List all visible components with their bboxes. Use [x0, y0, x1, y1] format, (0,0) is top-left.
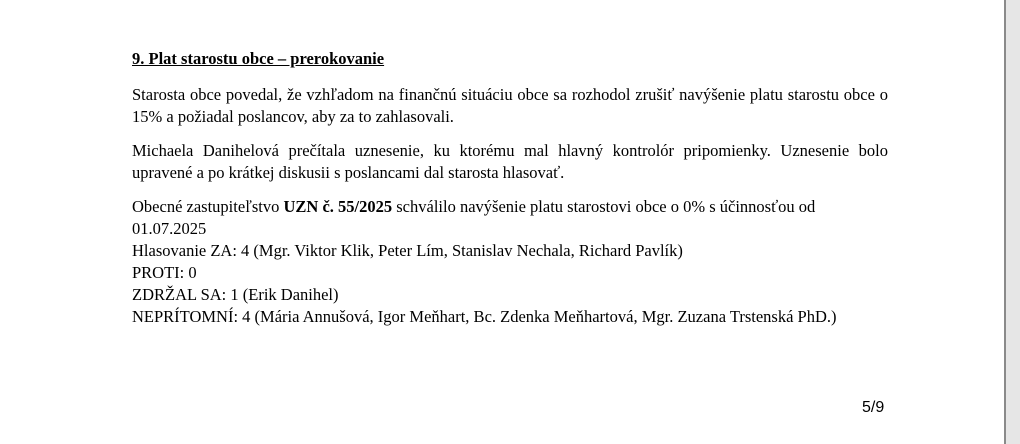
vote-abstained: ZDRŽAL SA: 1 (Erik Danihel): [132, 285, 339, 304]
resolution-number: UZN č. 55/2025: [283, 197, 393, 216]
vote-against: PROTI: 0: [132, 263, 197, 282]
paragraph-resolution-reading: Michaela Danihelová prečítala uznesenie, ku ktorému mal hlavný kontrolór pripomienky. Uznesenie bolo upravené a po krátkej diskusii s poslancami dal starosta hlasovať.: [132, 141, 888, 182]
vote-absent: NEPRÍTOMNÍ: 4 (Mária Annušová, Igor Meňhart, Bc. Zdenka Meňhartová, Mgr. Zuzana Trstenská PhD.): [132, 307, 837, 326]
resolution-prefix: Obecné zastupiteľstvo: [132, 197, 284, 216]
vote-for: Hlasovanie ZA: 4 (Mgr. Viktor Klik, Peter Lím, Stanislav Nechala, Richard Pavlík): [132, 241, 683, 260]
page-content: [132, 48, 888, 328]
resolution-suffix: schválilo navýšenie platu starostovi obce o 0% s účinnosťou od 01.07.2025: [132, 197, 816, 238]
viewer-scroll-gutter[interactable]: [1006, 0, 1020, 444]
resolution-statement: [132, 196, 888, 240]
section-heading: 9. Plat starostu obce – prerokovanie: [132, 49, 385, 68]
page-number: 5/9: [862, 399, 885, 416]
paragraph-mayor-statement: Starosta obce povedal, že vzhľadom na finančnú situáciu obce sa rozhodol zrušiť navýšenie platu starostu obce o 15% a požiadal poslancov, aby za to zahlasovali.: [132, 85, 888, 126]
